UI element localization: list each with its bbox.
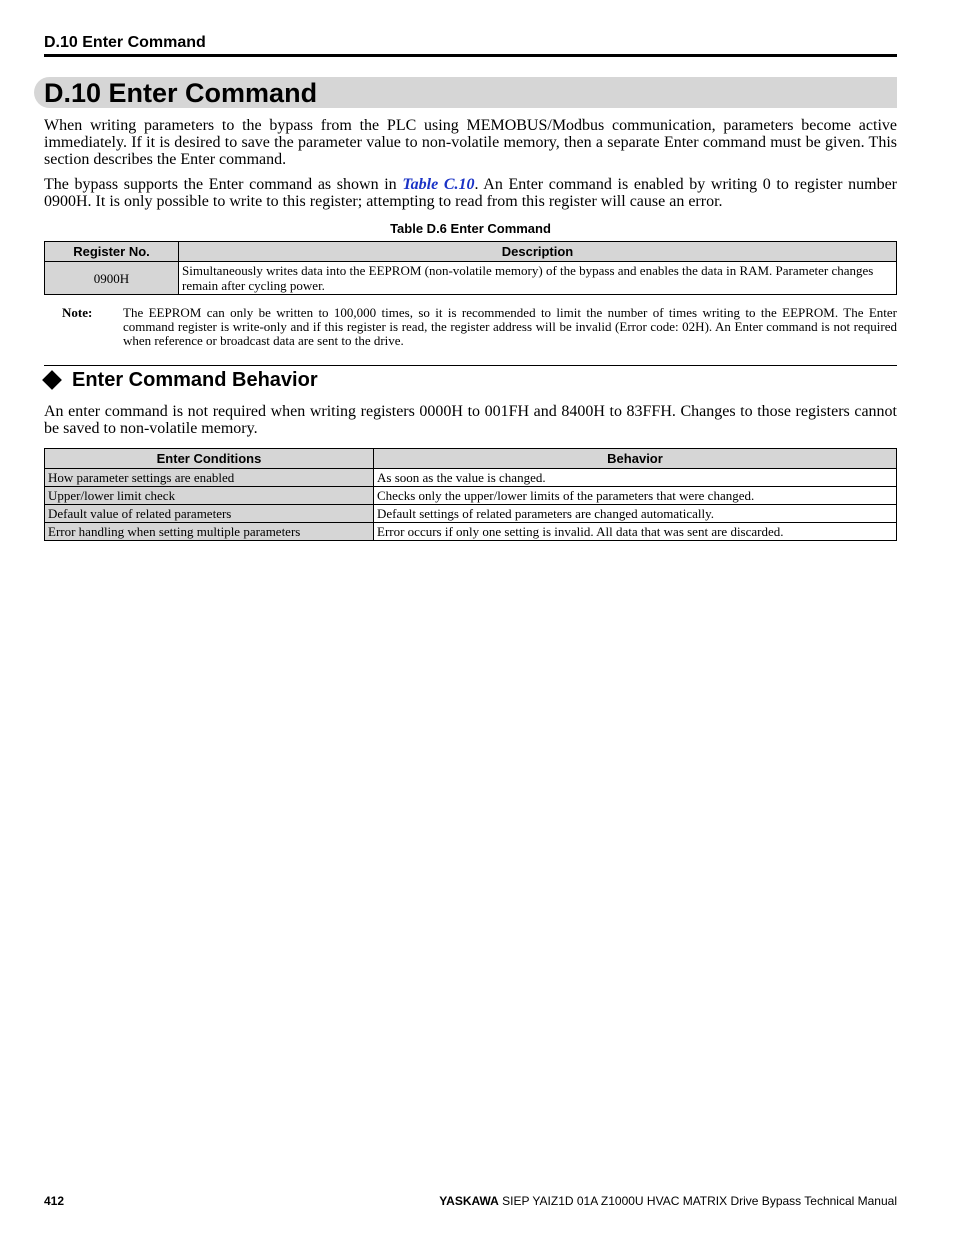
table-row bbox=[45, 262, 897, 295]
description-cell: Simultaneously writes data into the EEPROM (non-volatile memory) of the bypass and enables the data in RAM. Parameter changes remain after cycling power. bbox=[179, 262, 897, 295]
table-c10-link[interactable]: Table C.10 bbox=[402, 176, 475, 193]
table-header-row bbox=[45, 449, 897, 469]
intro-paragraph-text: When writing parameters to the bypass from the PLC using MEMOBUS/Modbus communication, parameters become active immediately. If it is desired to save the parameter value to non-volatile memory, then a separate Enter command must be given. This section describes the Enter command. bbox=[44, 117, 897, 168]
footer-manual-name: SIEP YAIZ1D 01A Z1000U HVAC MATRIX Drive Bypass Technical Manual bbox=[498, 1194, 897, 1208]
support-text-before: The bypass supports the Enter command as shown in bbox=[44, 176, 403, 193]
table-row bbox=[45, 523, 897, 541]
page-number: 412 bbox=[44, 1194, 65, 1208]
behavior-cell: Default settings of related parameters are changed automatically. bbox=[374, 505, 897, 523]
support-paragraph bbox=[44, 176, 897, 210]
register-cell: 0900H bbox=[45, 262, 179, 295]
table-header-row bbox=[45, 242, 897, 262]
subsection-rule bbox=[44, 365, 897, 366]
support-text-after: . An Enter command is enabled by writing 0 to register number 0900H. It is only possible to write to this register; attempting to read from this register will cause an error. bbox=[44, 176, 897, 210]
diamond-bullet-icon bbox=[42, 370, 62, 390]
note-text: The EEPROM can only be written to 100,000 times, so it is recommended to limit the number of times writing to the EEPROM. The Enter command register is write-only and if this register is read, the register address will be invalid (Error code: 02H). An Enter command is not required when reference or broadcast data are sent to the drive. bbox=[123, 305, 897, 348]
column-header-description: Description bbox=[179, 242, 897, 262]
subsection-title: Enter Command Behavior bbox=[72, 369, 318, 391]
section-title: D.10 Enter Command bbox=[44, 78, 318, 108]
behavior-paragraph-text: An enter command is not required when writing registers 0000H to 001FH and 8400H to 83FFH. Changes to those registers cannot be saved to non-volatile memory. bbox=[44, 403, 897, 437]
behavior-cell: Checks only the upper/lower limits of the parameters that were changed. bbox=[374, 487, 897, 505]
table-row bbox=[45, 469, 897, 487]
footer-manual-title bbox=[439, 1194, 897, 1208]
enter-command-table bbox=[44, 241, 897, 295]
header-rule bbox=[44, 54, 897, 57]
behavior-cell: As soon as the value is changed. bbox=[374, 469, 897, 487]
condition-cell: Upper/lower limit check bbox=[45, 487, 374, 505]
note-label: Note: bbox=[62, 305, 93, 320]
condition-cell: Error handling when setting multiple parameters bbox=[45, 523, 374, 541]
column-header-conditions: Enter Conditions bbox=[45, 449, 374, 469]
behavior-cell: Error occurs if only one setting is invalid. All data that was sent are discarded. bbox=[374, 523, 897, 541]
behavior-table bbox=[44, 448, 897, 541]
table-d6-caption: Table D.6 Enter Command bbox=[390, 221, 551, 236]
condition-cell: Default value of related parameters bbox=[45, 505, 374, 523]
table-row bbox=[45, 505, 897, 523]
table-row bbox=[45, 487, 897, 505]
column-header-register: Register No. bbox=[45, 242, 179, 262]
column-header-behavior: Behavior bbox=[374, 449, 897, 469]
running-header: D.10 Enter Command bbox=[44, 34, 206, 51]
condition-cell: How parameter settings are enabled bbox=[45, 469, 374, 487]
behavior-paragraph bbox=[44, 403, 897, 437]
footer-brand: YASKAWA bbox=[439, 1194, 499, 1208]
intro-paragraph bbox=[44, 117, 897, 168]
